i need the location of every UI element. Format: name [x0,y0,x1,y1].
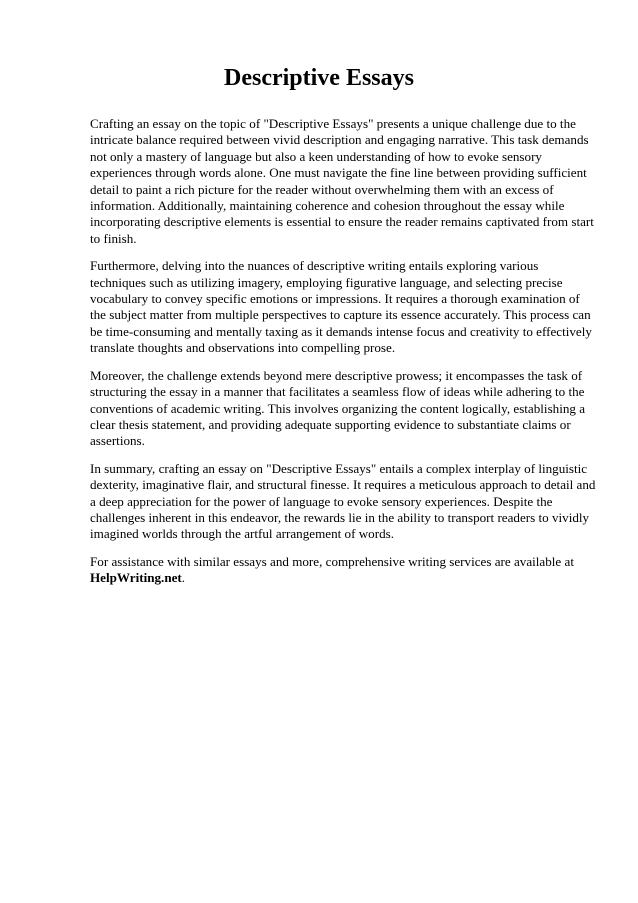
paragraph-4: In summary, crafting an essay on "Descriptive Essays" entails a complex interplay of linguistic dexterity, imaginative flair, and structural finesse. It requires a meticulous approach to detail and a deep appreciation for the power of language to evoke sensory experiences. Despite the challenges inherent in this endeavor, the rewards lie in the ability to transport readers to vividly imagined worlds through the artful arrangement of words. [90,460,596,542]
page-title: Descriptive Essays [224,65,414,91]
closing-paragraph [90,554,596,587]
closing-text: For assistance with similar essays and more, comprehensive writing services are available at [90,553,574,569]
paragraph-3: Moreover, the challenge extends beyond mere descriptive prowess; it encompasses the task of structuring the essay in a manner that facilitates a seamless flow of ideas while adhering to the conventions of academic writing. This involves organizing the content logically, establishing a clear thesis statement, and providing adequate supporting evidence to substantiate claims or assertions. [90,367,586,449]
paragraph-1: Crafting an essay on the topic of "Descriptive Essays" presents a unique challenge due to the intricate balance required between vivid description and engaging narrative. This task demands not only a mastery of language but also a keen understanding of how to evoke sensory experiences through words alone. One must navigate the fine line between providing sufficient detail to paint a rich picture for the reader without overwhelming them with an excess of information. Additionally, maintaining coherence and cohesion throughout the essay while incorporating descriptive elements is essential to ensure the reader remains captivated from start to finish. [90,116,594,246]
helpwriting-link[interactable]: HelpWriting.net [90,570,182,586]
paragraph-2: Furthermore, delving into the nuances of descriptive writing entails exploring various techniques such as utilizing imagery, employing figurative language, and selecting precise vocabulary to convey specific emotions or impressions. It requires a thorough examination of the subject matter from multiple perspectives to capture its essence accurately. This process can be time-consuming and mentally taxing as it demands intense focus and creativity to effectively translate thoughts and observations into compelling prose. [90,258,592,356]
closing-punct: . [181,570,186,586]
